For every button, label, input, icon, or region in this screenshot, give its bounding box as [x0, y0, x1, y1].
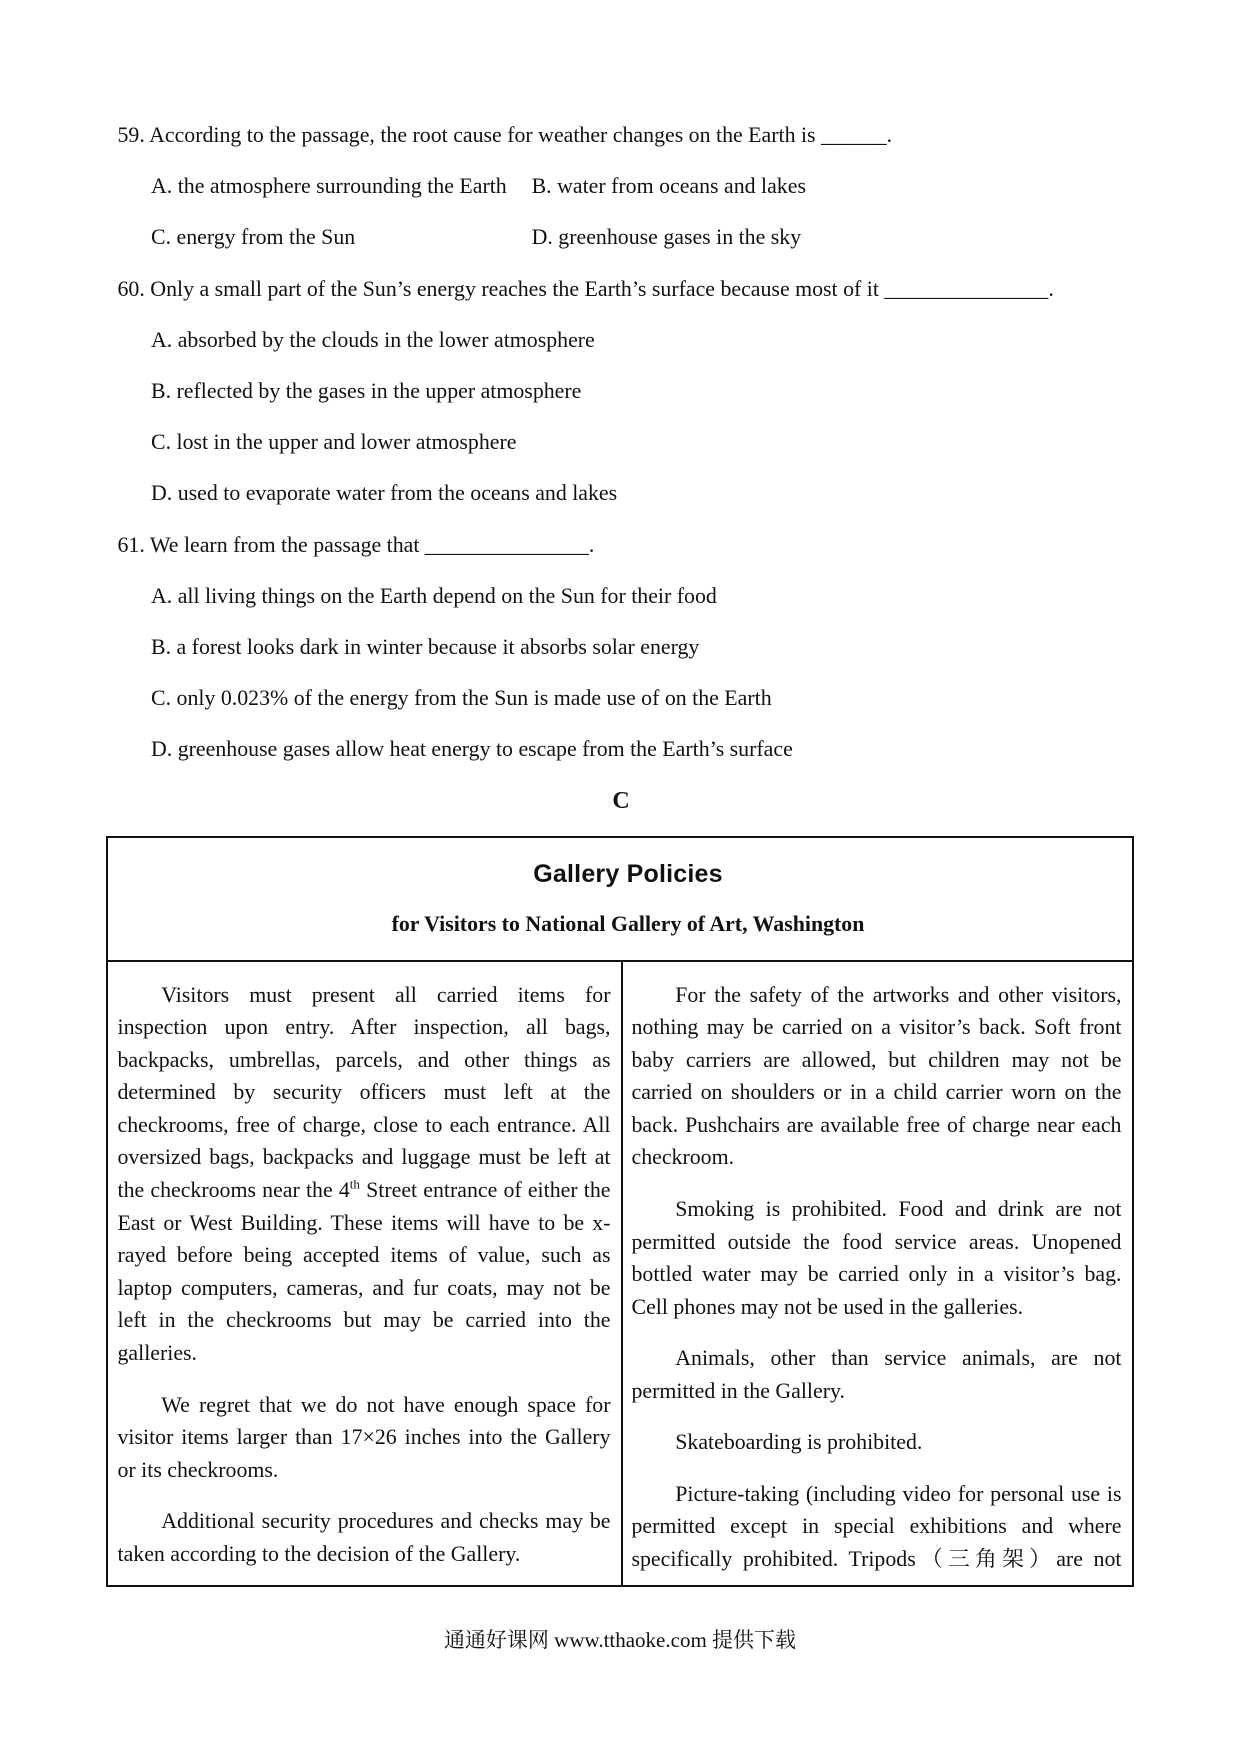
- question-60-option-c: C. lost in the upper and lower atmosphere: [151, 430, 517, 455]
- policy-paragraph-smoking: Smoking is prohibited. Food and drink are not permitted outside the food service areas. Unopened bottled water may be carried only in a visitor’s bag. Cell phones may not be used in the galleries.: [631, 1196, 1122, 1319]
- question-60-option-a: A. absorbed by the clouds in the lower atmosphere: [151, 327, 595, 352]
- gallery-policies-box: [106, 836, 1134, 1587]
- right-column: [623, 962, 1132, 1585]
- question-59-stem: 59. According to the passage, the root cause for weather changes on the Earth is ______.: [117, 123, 893, 147]
- policy-paragraph-photography: Picture-taking (including video for personal use is permitted except in special exhibitions and where specifically prohibited. Tripods（三角架）are not: [631, 1481, 1122, 1571]
- questions-section: [118, 110, 1118, 775]
- question-59-option-d: D. greenhouse gases in the sky: [531, 225, 802, 250]
- policy-paragraph-security: Additional security procedures and checks may be taken according to the decision of the Gallery.: [117, 1509, 611, 1566]
- page-footer: 通通好课网 www.tthaoke.com 提供下载: [443, 1627, 797, 1652]
- policy-paragraph-skateboarding: Skateboarding is prohibited.: [675, 1430, 923, 1455]
- option-row: [118, 161, 1118, 212]
- option-row: [118, 212, 1118, 263]
- notice-body: [108, 962, 1132, 1585]
- paragraph-text: Street entrance of either the East or West Building. These items will have to be x-rayed before being accepted items of value, such as laptop computers, cameras, and fur coats, may not be left in the checkrooms but may be carried into the galleries.: [117, 1178, 611, 1366]
- left-column: [108, 962, 623, 1585]
- question-59-option-c: C. energy from the Sun: [151, 225, 356, 250]
- notice-title: Gallery Policies: [533, 860, 723, 888]
- question-61-stem: 61. We learn from the passage that _______________.: [117, 532, 595, 557]
- question-60-option-d: D. used to evaporate water from the oceans and lakes: [151, 481, 618, 506]
- question-61-option-d: D. greenhouse gases allow heat energy to escape from the Earth’s surface: [151, 737, 793, 762]
- ordinal-suffix: th: [349, 1176, 360, 1192]
- question-59-option-b: B. water from oceans and lakes: [531, 174, 806, 199]
- notice-header: [108, 838, 1132, 962]
- question-60-stem: 60. Only a small part of the Sun’s energy reaches the Earth’s surface because most of it _______________.: [117, 276, 1054, 301]
- notice-subtitle: for Visitors to National Gallery of Art, Washington: [391, 912, 865, 936]
- policy-paragraph-animals: Animals, other than service animals, are not permitted in the Gallery.: [631, 1346, 1122, 1403]
- section-heading: C: [612, 788, 630, 814]
- question-61-option-c: C. only 0.023% of the energy from the Sun is made use of on the Earth: [151, 686, 772, 711]
- question-61-option-a: A. all living things on the Earth depend on the Sun for their food: [151, 583, 717, 608]
- policy-paragraph-inspection: [118, 979, 611, 1370]
- policy-paragraph-safety: For the safety of the artworks and other visitors, nothing may be carried on a visitor’s back. Soft front baby carriers are allowed, but children may not be carried on shoulders or in a child carrier worn on the back. Pushchairs are available free of charge near each checkroom.: [631, 982, 1122, 1170]
- question-59-option-a: A. the atmosphere surrounding the Earth: [151, 174, 507, 199]
- question-60-option-b: B. reflected by the gases in the upper atmosphere: [151, 378, 582, 403]
- question-61-option-b: B. a forest looks dark in winter because it absorbs solar energy: [151, 634, 700, 659]
- paragraph-text: Visitors must present all carried items for inspection upon entry. After inspection, all bags, backpacks, umbrellas, parcels, and other things as determined by security officers must left at the checkrooms, free of charge, close to each entrance. All oversized bags, backpacks and luggage must be left at the checkrooms near the 4: [117, 982, 611, 1203]
- policy-paragraph-item-size: We regret that we do not have enough space for visitor items larger than 17×26 inches into the Gallery or its checkrooms.: [117, 1392, 611, 1482]
